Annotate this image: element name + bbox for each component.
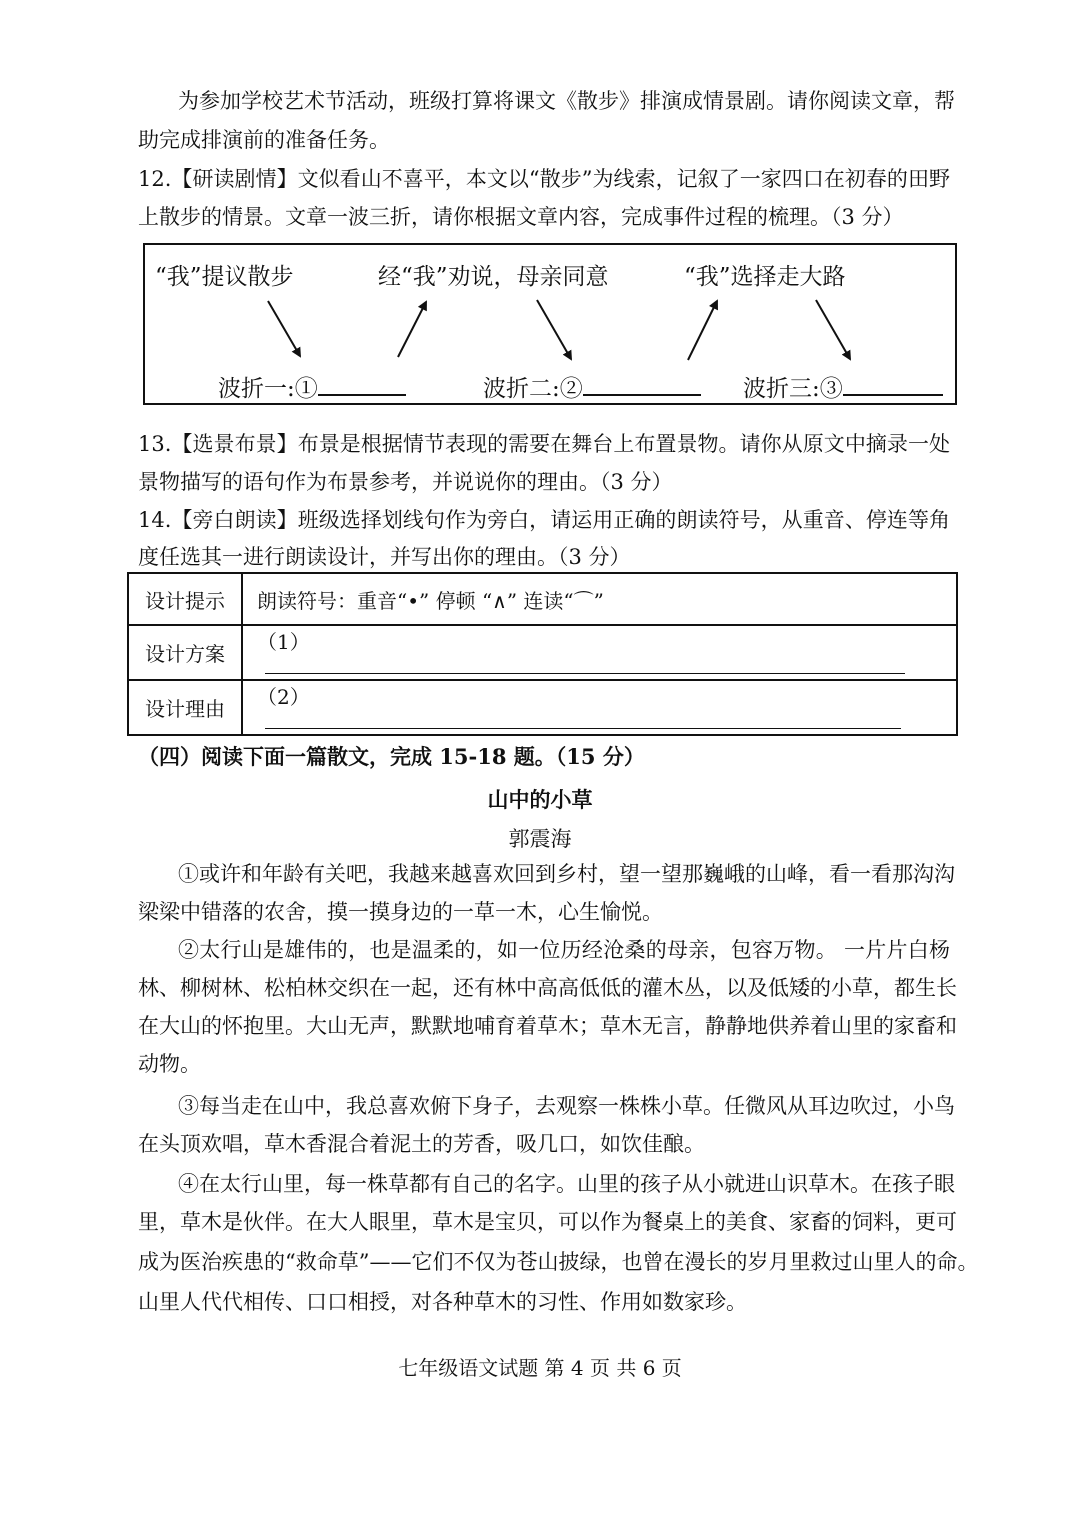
- table-row: [128, 573, 957, 625]
- q12-line-1: 12.【研读剧情】文似看山不喜平，本文以“散步”为线索，记叙了一家四口在初春的田野: [138, 167, 950, 191]
- paragraph-1-line-1: ①或许和年龄有关吧，我越来越喜欢回到乡村，望一望那巍峨的山峰，看一看那沟沟: [178, 862, 955, 886]
- article-title: 山中的小草: [487, 787, 593, 812]
- twist-2-blank[interactable]: [583, 372, 701, 396]
- paragraph-3-line-1: ③每当走在山中，我总喜欢俯下身子，去观察一株株小草。任微风从耳边吹过，小鸟: [178, 1094, 955, 1118]
- q13-line-2: 景物描写的语句作为布景参考，并说说你的理由。（3 分）: [138, 470, 673, 494]
- paragraph-2-line-3: 在大山的怀抱里。大山无声，默默地哺育着草木；草木无言，静静地供养着山里的家畜和: [138, 1014, 957, 1038]
- paragraph-3-line-2: 在头顶欢唱，草木香混合着泥土的芳香，吸几口，如饮佳酿。: [138, 1132, 705, 1156]
- intro-line-1: 为参加学校艺术节活动，班级打算将课文《散步》排演成情景剧。请你阅读文章，帮: [178, 89, 955, 113]
- twist-3-blank[interactable]: [843, 372, 943, 396]
- twist-2: [483, 370, 701, 403]
- row-label-plan: 设计方案: [128, 625, 242, 680]
- twist-1-label: 波折一:①: [218, 376, 318, 402]
- article-author: 郭震海: [508, 827, 572, 851]
- paragraph-1-line-2: 梁梁中错落的农舍，摸一摸身边的一草一木，心生愉悦。: [138, 900, 663, 924]
- page-footer: 七年级语文试题 第 4 页 共 6 页: [398, 1356, 682, 1380]
- plan-number: （1）: [257, 630, 310, 654]
- row-content-hint: 朗读符号：重音“•” 停顿 “∧” 连读“⌒”: [242, 573, 957, 625]
- flow-event-1: “我”提议散步: [155, 264, 294, 290]
- intro-line-2: 助完成排演前的准备任务。: [138, 128, 390, 152]
- row-label-hint: 设计提示: [128, 573, 242, 625]
- row-label-reason: 设计理由: [128, 680, 242, 735]
- section4-header: （四）阅读下面一篇散文，完成 15-18 题。（15 分）: [138, 744, 645, 769]
- reading-design-table: [127, 572, 958, 736]
- reason-number: （2）: [257, 685, 310, 709]
- reason-answer-line[interactable]: [265, 710, 901, 729]
- twist-2-label: 波折二:②: [483, 376, 583, 402]
- table-row: [128, 680, 957, 735]
- twist-3-label: 波折三:③: [743, 376, 843, 402]
- paragraph-2-line-4: 动物。: [138, 1052, 201, 1076]
- paragraph-2-line-2: 林、柳树林、松柏林交织在一起，还有林中高高低低的灌木丛，以及低矮的小草，都生长: [138, 976, 957, 1000]
- flow-event-2: 经“我”劝说，母亲同意: [378, 264, 609, 290]
- paragraph-4-line-2: 里，草木是伙伴。在大人眼里，草木是宝贝，可以作为餐桌上的美食、家畜的饲料，更可: [138, 1210, 957, 1234]
- twist-1-blank[interactable]: [318, 372, 406, 396]
- row-content-plan: [242, 625, 957, 680]
- twist-1: [218, 370, 406, 403]
- q14-line-2: 度任选其一进行朗读设计，并写出你的理由。（3 分）: [138, 545, 631, 569]
- row-content-reason: [242, 680, 957, 735]
- paragraph-2-line-1: ②太行山是雄伟的，也是温柔的，如一位历经沧桑的母亲，包容万物。 一片片白杨: [178, 938, 950, 962]
- table-row: [128, 625, 957, 680]
- flow-event-3: “我”选择走大路: [684, 264, 846, 290]
- paragraph-4-line-3: 成为医治疾患的“救命草”——它们不仅为苍山披绿，也曾在漫长的岁月里救过山里人的命。: [138, 1250, 979, 1274]
- paragraph-4-line-1: ④在太行山里，每一株草都有自己的名字。山里的孩子从小就进山识草木。在孩子眼: [178, 1172, 955, 1196]
- q14-line-1: 14.【旁白朗读】班级选择划线句作为旁白，请运用正确的朗读符号，从重音、停连等角: [138, 508, 950, 532]
- q12-line-2: 上散步的情景。文章一波三折，请你根据文章内容，完成事件过程的梳理。（3 分）: [138, 205, 904, 229]
- paragraph-4-line-4: 山里人代代相传、口口相授，对各种草木的习性、作用如数家珍。: [138, 1290, 747, 1314]
- twist-3: [743, 370, 943, 403]
- plan-answer-line[interactable]: [265, 655, 905, 674]
- q13-line-1: 13.【选景布景】布景是根据情节表现的需要在舞台上布置景物。请你从原文中摘录一处: [138, 432, 950, 456]
